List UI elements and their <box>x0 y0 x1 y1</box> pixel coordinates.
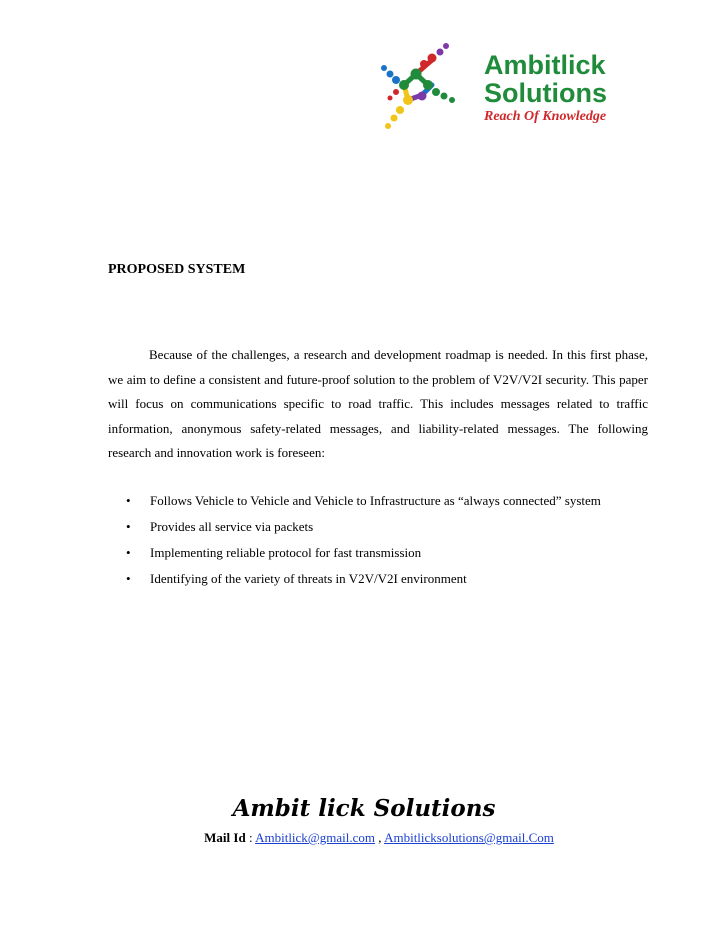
list-item-text: Follows Vehicle to Vehicle and Vehicle to Infrastructure as “always connected” system <box>150 493 601 508</box>
list-item-text: Implementing reliable protocol for fast transmission <box>150 545 422 560</box>
list-item <box>108 514 648 540</box>
bullet-icon: • <box>126 571 131 586</box>
logo-tagline: Reach Of Knowledge <box>484 109 607 124</box>
list-item-text: Identifying of the variety of threats in V2V/V2I environment <box>150 571 467 586</box>
list-item-text: Provides all service via packets <box>150 519 314 534</box>
molecule-logo-icon <box>376 40 476 140</box>
footer-brand: Ambit lick Solutions <box>232 795 496 822</box>
logo-title-line1: Ambitlick <box>484 50 606 80</box>
bullet-icon: • <box>126 493 131 508</box>
mail-label: Mail Id <box>204 830 246 845</box>
email-separator: , <box>375 830 385 845</box>
logo-title-line2: Solutions <box>484 78 607 108</box>
body-paragraph: Because of the challenges, a research and development roadmap is needed. In this first phase, we aim to define a consistent and future-proof solution to the problem of V2V/V2I security. This paper will focus on communications specific to road traffic. This includes messages related to traffic information, anonymous safety-related messages, and liability-related messages. The following research and innovation work is foreseen: <box>108 347 648 460</box>
list-item <box>108 566 648 592</box>
email-link-primary[interactable]: Ambitlick@gmail.com <box>255 830 376 845</box>
list-item <box>108 540 648 566</box>
bullet-list <box>108 488 648 592</box>
email-link-secondary[interactable]: Ambitlicksolutions@gmail.Com <box>384 830 554 845</box>
bullet-icon: • <box>126 545 131 560</box>
company-logo <box>376 40 636 140</box>
bullet-icon: • <box>126 519 131 534</box>
section-heading: PROPOSED SYSTEM <box>108 262 246 277</box>
footer-contact <box>0 830 728 846</box>
mail-separator: : <box>245 830 256 845</box>
list-item <box>108 488 648 514</box>
